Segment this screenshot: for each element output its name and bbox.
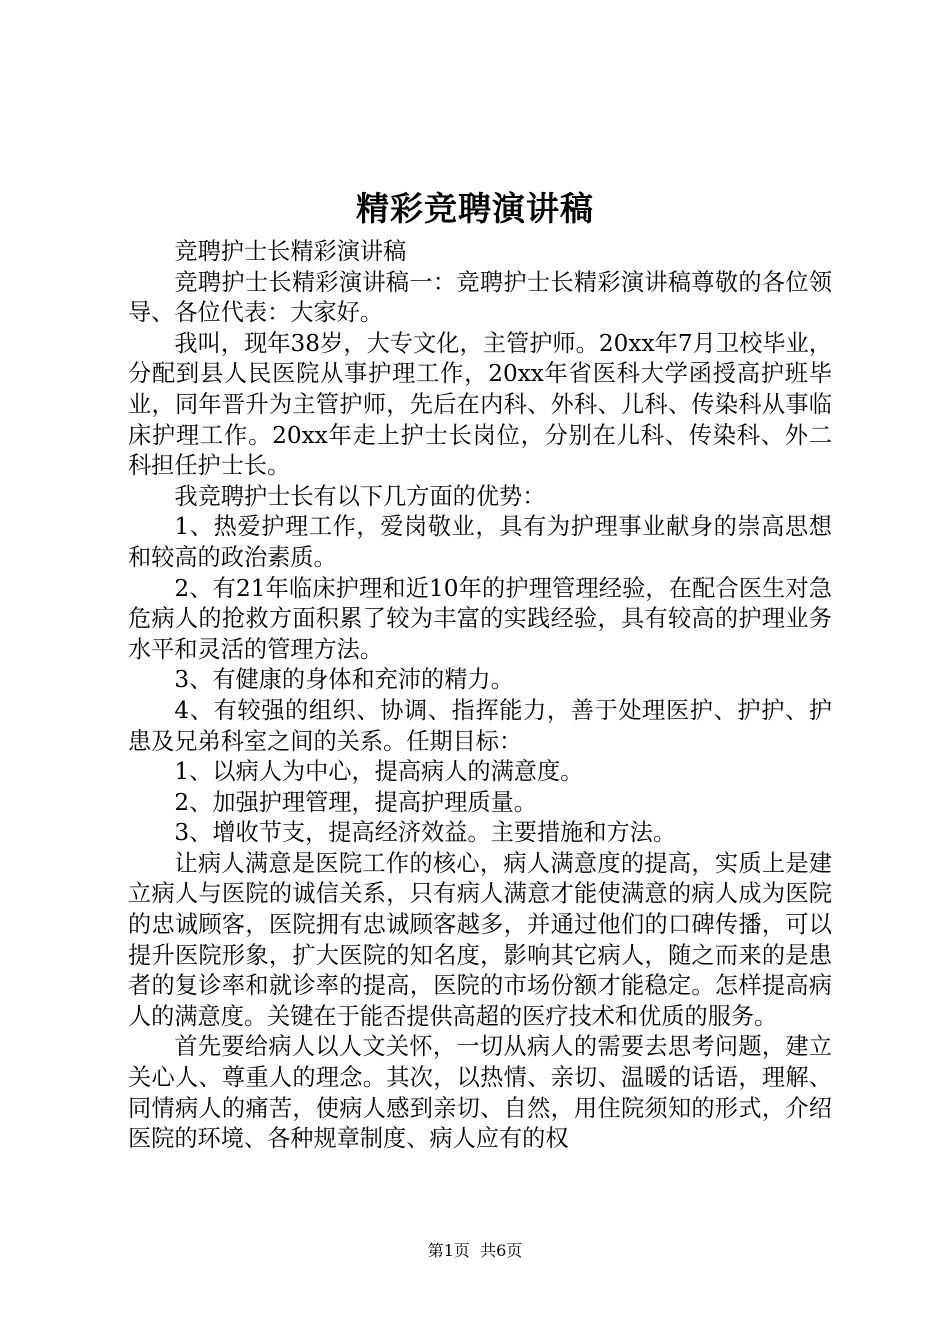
paragraph: 我叫，现年38岁，大专文化，主管护师。20xx年7月卫校毕业，分配到县人民医院从事护理工作，20xx年省医科大学函授高护班毕业，同年晋升为主管护师，先后在内科、外科、儿科、传染科从事临床护理工作。20xx年走上护士长岗位，分别在儿科、传染科、外二科担任护士长。 xyxy=(128,329,832,480)
paragraph: 3、有健康的身体和充沛的精力。 xyxy=(174,666,514,694)
paragraph: 首先要给病人以人文关怀，一切从病人的需要去思考问题，建立关心人、尊重人的理念。其次，以热情、亲切、温暖的话语，理解、同情病人的痛苦，使病人感到亲切、自然，用住院须知的形式，介绍医院的环境、各种规章制度、病人应有的权 xyxy=(128,1033,832,1153)
paragraph: 1、热爱护理工作，爱岗敬业，具有为护理事业献身的崇高思想和较高的政治素质。 xyxy=(128,513,832,571)
page-number: 第1页 xyxy=(427,1241,470,1260)
paragraph: 1、以病人为中心，提高病人的满意度。 xyxy=(174,758,584,786)
paragraph: 竞聘护士长精彩演讲稿一：竞聘护士长精彩演讲稿尊敬的各位领导、各位代表：大家好。 xyxy=(128,268,832,327)
paragraph: 3、增收节支，提高经济效益。主要措施和方法。 xyxy=(174,819,677,847)
page-footer xyxy=(0,1240,950,1262)
paragraph: 2、加强护理管理，提高护理质量。 xyxy=(174,788,537,816)
document-title: 精彩竞聘演讲稿 xyxy=(356,189,594,228)
paragraph: 2、有21年临床护理和近10年的护理管理经验，在配合医生对急危病人的抢救方面积累了较为丰富的实践经验，具有较高的护理业务水平和灵活的管理方法。 xyxy=(128,574,832,663)
paragraph: 我竞聘护士长有以下几方面的优势： xyxy=(174,482,546,510)
paragraph: 4、有较强的组织、协调、指挥能力，善于处理医护、护护、护患及兄弟科室之间的关系。任期目标： xyxy=(128,696,832,755)
page-total: 共6页 xyxy=(480,1241,523,1260)
paragraph: 竞聘护士长精彩演讲稿 xyxy=(174,238,407,265)
paragraph: 让病人满意是医院工作的核心，病人满意度的提高，实质上是建立病人与医院的诚信关系，只有病人满意才能使满意的病人成为医院的忠诚顾客，医院拥有忠诚顾客越多，并通过他们的口碑传播，可以提升医院形象，扩大医院的知名度，影响其它病人，随之而来的是患者的复诊率和就诊率的提高，医院的市场份额才能稳定。怎样提高病人的满意度。关键在于能否提供高超的医疗技术和优质的服务。 xyxy=(128,849,832,1030)
document-body xyxy=(128,237,832,1155)
